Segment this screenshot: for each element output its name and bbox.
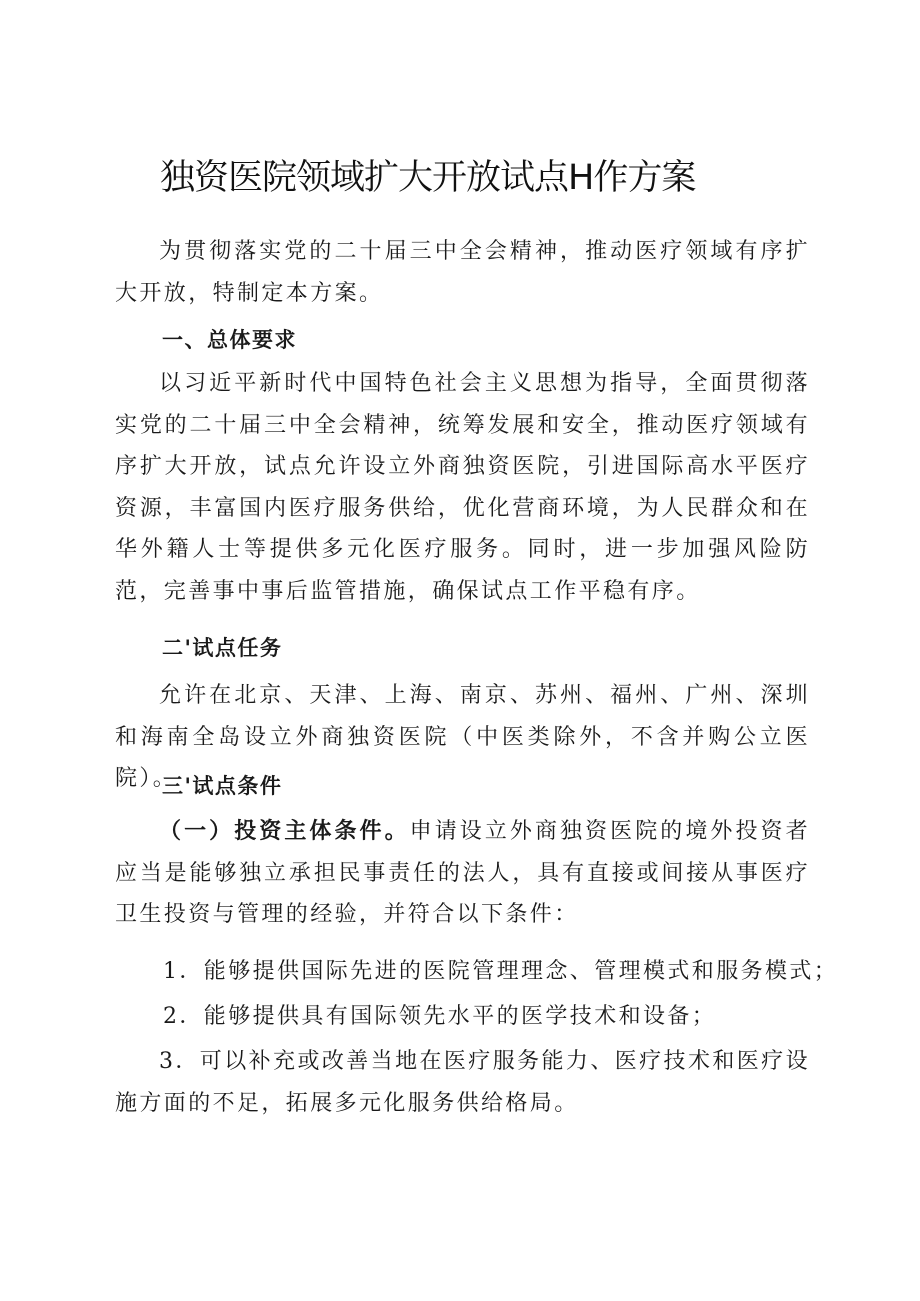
condition-item-3: 3．可以补充或改善当地在医疗服务能力、医疗技术和医疗设施方面的不足，拓展多元化服务供给格局。: [115, 1049, 810, 1116]
section-heading-pilot-conditions: 三'试点条件: [162, 774, 283, 798]
document-title: 独资医院领域扩大开放试点H作方案: [160, 158, 696, 198]
investor-conditions-paragraph: [115, 811, 810, 936]
condition-item-2: 2．能够提供具有国际领先水平的医学技术和设备；: [163, 1004, 717, 1029]
condition-item-1: 1．能够提供国际先进的医院管理理念、管理模式和服务模式；: [163, 959, 839, 984]
section-heading-overall-requirements: 一、总体要求: [162, 328, 297, 352]
intro-paragraph: 为贯彻落实党的二十届三中全会精神，推动医疗领域有序扩大开放，特制定本方案。: [115, 239, 810, 306]
investor-conditions-lead: （一）投资主体条件。: [159, 819, 410, 844]
overall-requirements-paragraph: 以习近平新时代中国特色社会主义思想为指导，全面贯彻落实党的二十届三中全会精神，统筹发展和安全，推动医疗领域有序扩大开放，试点允许设立外商独资医院，引进国际高水平医疗资源，丰富国内医疗服务供给，优化营商环境，为人民群众和在华外籍人士等提供多元化医疗服务。同时，进一步加强风险防范，完善事中事后监管措施，确保试点工作平稳有序。: [115, 371, 810, 604]
investor-conditions-text: 申请设立外商独资医院的境外投资者应当是能够独立承担民事责任的法人，具有直接或间接从事医疗卫生投资与管理的经验，并符合以下条件：: [115, 819, 810, 927]
section-heading-pilot-tasks: 二'试点任务: [162, 636, 283, 660]
pilot-tasks-paragraph: 允许在北京、天津、上海、南京、苏州、福州、广州、深圳和海南全岛设立外商独资医院（中医类除外，不含并购公立医院）。: [115, 683, 810, 791]
